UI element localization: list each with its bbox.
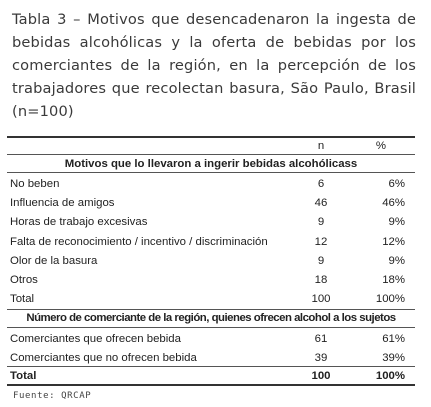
section-heading-merchants-text: Número de comerciante de la región, quienes ofrecen alcohol a los sujetos: [26, 312, 396, 324]
table-row: [7, 232, 415, 251]
total-pct: 100%: [375, 370, 405, 382]
row-pct: 9%: [388, 254, 405, 267]
section1-rule: [7, 172, 415, 173]
table-row: [7, 329, 415, 348]
table-row: [7, 193, 415, 212]
table-bottom-rule: [7, 384, 415, 386]
table-row: [7, 348, 415, 367]
row-pct: 12%: [382, 235, 405, 248]
row-label: Falta de reconocimiento / incentivo / discriminación: [10, 235, 268, 248]
row-n: 61: [314, 333, 328, 345]
row-pct: 9%: [388, 216, 405, 229]
row-label: Olor de la basura: [10, 254, 98, 267]
table-row: [7, 251, 415, 270]
row-n: 46: [314, 197, 328, 210]
section2-rule: [7, 327, 415, 328]
row-pct: 18%: [382, 273, 405, 286]
row-n: 9: [317, 216, 325, 229]
row-n: 12: [314, 235, 328, 248]
row-label: Horas de trabajo excesivas: [10, 216, 148, 229]
row-label: Comerciantes que no ofrecen bebida: [10, 352, 197, 365]
row-n: 9: [317, 254, 325, 267]
table-row: [7, 212, 415, 231]
header-n: n: [317, 140, 325, 152]
total-n: 100: [311, 370, 331, 382]
source-note: Fuente: QRCAP: [13, 391, 92, 401]
subtotal-row: [7, 289, 415, 308]
row-pct: 39%: [382, 352, 405, 365]
header-pct: %: [375, 140, 387, 152]
row-n: 18: [314, 273, 328, 286]
row-pct: 61%: [382, 333, 405, 345]
row-pct: 6%: [388, 178, 405, 190]
row-n: 100: [311, 293, 331, 306]
table-row: [7, 174, 415, 193]
motives-body: [7, 174, 415, 308]
row-label: Otros: [10, 273, 38, 286]
table-caption: Tabla 3 – Motivos que desencadenaron la ingesta de bebidas alcohólicas y la oferta de bebidas por los comerciantes de la región, en la percepción de los trabajadores que recolectan basura, São Paulo, Brasil (n=100): [12, 11, 416, 120]
merchants-body: [7, 329, 415, 367]
row-n: 6: [317, 178, 325, 190]
row-label: Comerciantes que ofrecen bebida: [10, 333, 181, 345]
row-label: Influencia de amigos: [10, 197, 115, 210]
row-n: 39: [314, 352, 328, 365]
row-label: No beben: [10, 178, 60, 190]
row-pct: 100%: [375, 293, 405, 306]
section-heading-motives: [7, 154, 415, 173]
row-pct: 46%: [382, 197, 405, 210]
total-label: Total: [10, 370, 37, 382]
total-row: [7, 366, 415, 385]
section-heading-motives-text: Motivos que lo llevaron a ingerir bebidas alcohólicass: [64, 158, 358, 170]
table-row: [7, 270, 415, 289]
row-label: Total: [10, 293, 35, 306]
section-heading-merchants: [7, 308, 415, 327]
